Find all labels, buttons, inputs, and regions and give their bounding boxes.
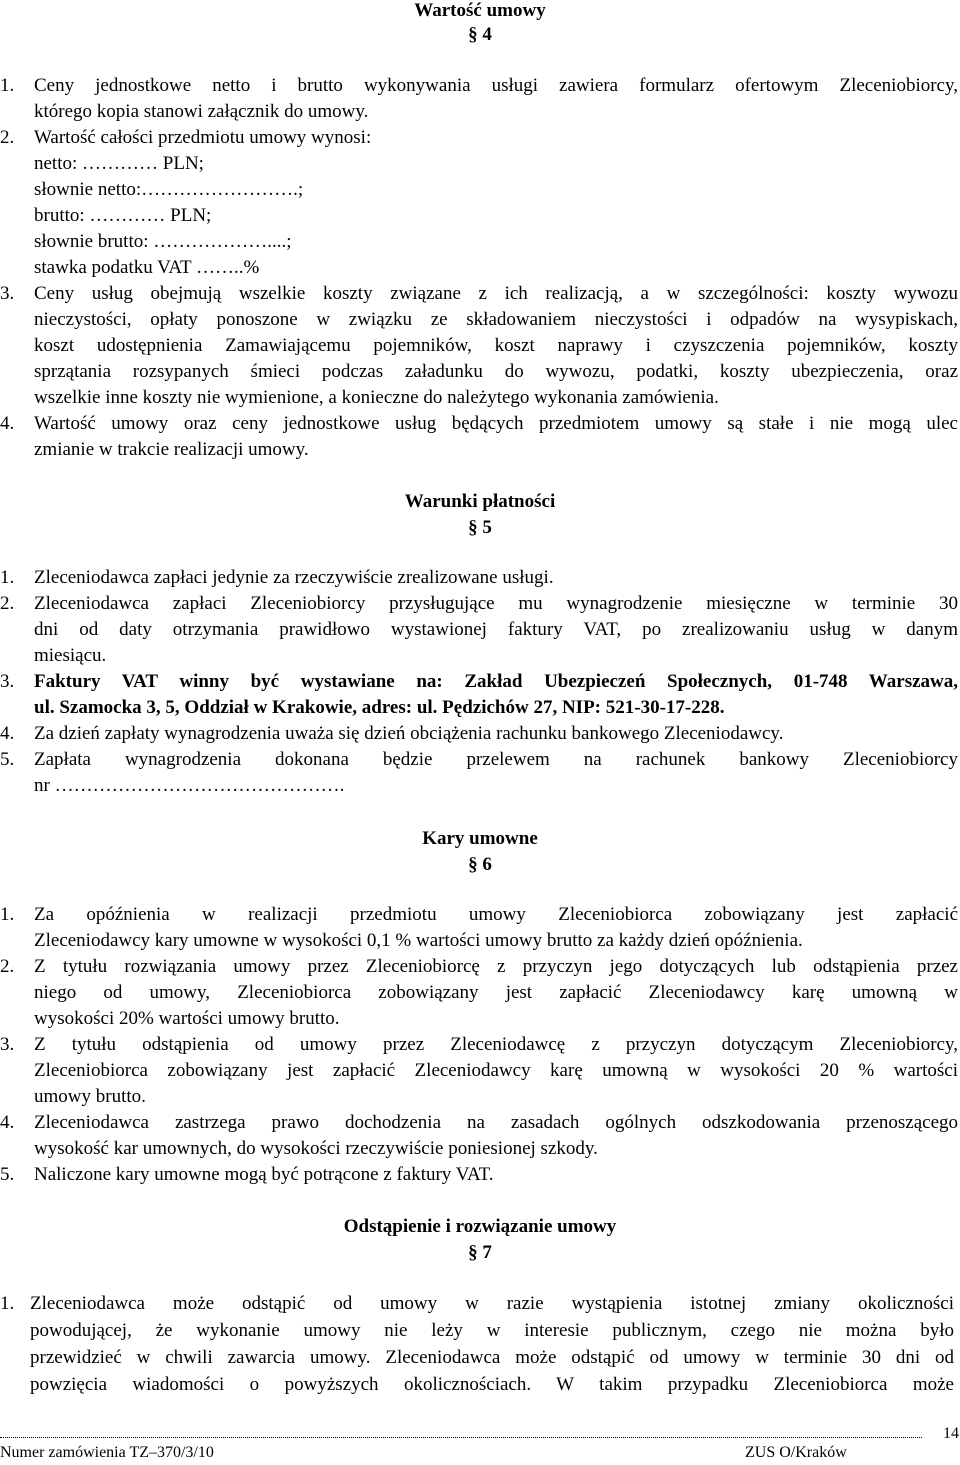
paragraph-text: powzięcia wiadomości o powyższych okolicznościach. W takim przypadku Zleceniobiorca może xyxy=(30,1374,954,1395)
list-number: 3. xyxy=(0,671,15,692)
paragraph-text: zmianie w trakcie realizacji umowy. xyxy=(34,439,309,460)
s4-line xyxy=(0,437,960,463)
paragraph-text: Za dzień zapłaty wynagrodzenia uważa się dzień obciążenia rachunku bankowego Zleceniodawcy. xyxy=(34,723,784,744)
s4-line xyxy=(0,73,960,99)
section-4-title: Wartość umowy xyxy=(414,0,546,21)
s6-line xyxy=(0,1162,960,1188)
s6-line xyxy=(0,1032,960,1058)
list-number: 3. xyxy=(0,1034,15,1055)
paragraph-text: Z tytułu odstąpienia od umowy przez Zleceniodawcę z przyczyn dotyczącym Zleceniobiorcy, xyxy=(34,1034,958,1055)
paragraph-text: słownie netto:…………………….; xyxy=(34,179,304,200)
section-6-sign: § 6 xyxy=(468,854,492,875)
section-6-title: Kary umowne xyxy=(422,828,538,849)
paragraph-text: Zleceniodawcy kary umowne w wysokości 0,1 % wartości umowy brutto za każdy dzień opóźnienia. xyxy=(34,930,803,951)
s4-line xyxy=(0,203,960,229)
list-number: 1. xyxy=(0,1293,15,1314)
section-5-sign: § 5 xyxy=(468,517,492,538)
list-number: 4. xyxy=(0,1112,15,1133)
section-5-title: Warunki płatności xyxy=(404,491,556,512)
paragraph-text: netto: ………… PLN; xyxy=(34,153,204,174)
s4-line xyxy=(0,385,960,411)
s4-line xyxy=(0,307,960,333)
s6-line xyxy=(0,1006,960,1032)
s5-line xyxy=(0,617,960,643)
s4-line xyxy=(0,99,960,125)
paragraph-text: miesiącu. xyxy=(34,645,107,666)
section-7-title: Odstąpienie i rozwiązanie umowy xyxy=(343,1216,617,1237)
paragraph-text: powodującej, że wykonanie umowy nie leży w interesie publicznym, czego nie można było xyxy=(30,1320,954,1341)
paragraph-text: Zapłata wynagrodzenia dokonana będzie przelewem na rachunek bankowy Zleceniobiorcy xyxy=(34,749,958,770)
list-number: 2. xyxy=(0,127,15,148)
s6-line xyxy=(0,1110,960,1136)
paragraph-text: brutto: ………… PLN; xyxy=(34,205,212,226)
s4-line xyxy=(0,151,960,177)
paragraph-text: sprzątania rozsypanych śmieci podczas załadunku do wywozu, podatki, koszty ubezpieczenia, oraz xyxy=(34,361,958,382)
s7-line xyxy=(0,1345,960,1371)
list-number: 5. xyxy=(0,749,15,770)
s6-line xyxy=(0,1058,960,1084)
s5-line xyxy=(0,695,960,721)
paragraph-text: Za opóźnienia w realizacji przedmiotu umowy Zleceniobiorca zobowiązany jest zapłacić xyxy=(34,904,958,925)
paragraph-text: Zleceniobiorca zobowiązany jest zapłacić Zleceniodawcy karę umowną w wysokości 20 % wartości xyxy=(34,1060,958,1081)
list-number: 5. xyxy=(0,1164,15,1185)
paragraph-text: niego od umowy, Zleceniobiorca zobowiązany jest zapłacić Zleceniodawcy karę umowną w xyxy=(34,982,958,1003)
paragraph-text: dni od daty otrzymania prawidłowo wystawionej faktury VAT, po zrealizowaniu usług w danym xyxy=(34,619,958,640)
paragraph-text: Wartość całości przedmiotu umowy wynosi: xyxy=(34,127,372,148)
order-number: Numer zamówienia TZ–370/3/10 xyxy=(0,1444,214,1461)
paragraph-text: którego kopia stanowi załącznik do umowy. xyxy=(34,101,369,122)
s7-line xyxy=(0,1372,960,1398)
list-number: 4. xyxy=(0,723,15,744)
s5-line xyxy=(0,773,960,799)
s6-line xyxy=(0,902,960,928)
paragraph-text: wysokości 20% wartości umowy brutto. xyxy=(34,1008,340,1029)
paragraph-text: Wartość umowy oraz ceny jednostkowe usług będących przedmiotem umowy są stałe i nie mogą ulec xyxy=(34,413,958,434)
paragraph-text: umowy brutto. xyxy=(34,1086,146,1107)
s5-line xyxy=(0,669,960,695)
s7-line xyxy=(0,1318,960,1344)
s4-line xyxy=(0,177,960,203)
paragraph-text: Ceny jednostkowe netto i brutto wykonywania usługi zawiera formularz ofertowym Zleceniobiorcy, xyxy=(34,75,958,96)
s5-line xyxy=(0,643,960,669)
s4-line xyxy=(0,333,960,359)
list-number: 4. xyxy=(0,413,15,434)
paragraph-text: Z tytułu rozwiązania umowy przez Zleceniobiorcę z przyczyn jego dotyczących lub odstąpienia przez xyxy=(34,956,958,977)
s5-line xyxy=(0,565,960,591)
section-7-sign: § 7 xyxy=(468,1242,492,1263)
paragraph-text: nieczystości, opłaty ponoszone w związku ze składowaniem nieczystości i odpadów na wysypiskach, xyxy=(34,309,958,330)
paragraph-text: Faktury VAT winny być wystawiane na: Zakład Ubezpieczeń Społecznych, 01-748 Warszawa, xyxy=(34,671,958,692)
footer-branch: ZUS O/Kraków xyxy=(745,1444,847,1461)
paragraph-text: Ceny usług obejmują wszelkie koszty związane z ich realizacją, a w szczególności: koszty wywozu xyxy=(34,283,958,304)
s5-line xyxy=(0,591,960,617)
list-number: 2. xyxy=(0,956,15,977)
paragraph-text: słownie brutto: ………………....; xyxy=(34,231,292,252)
s4-line xyxy=(0,359,960,385)
list-number: 3. xyxy=(0,283,15,304)
s4-line xyxy=(0,411,960,437)
list-number: 1. xyxy=(0,75,15,96)
s4-line xyxy=(0,125,960,151)
paragraph-text: ul. Szamocka 3, 5, Oddział w Krakowie, adres: ul. Pędzichów 27, NIP: 521-30-17-228. xyxy=(34,697,725,718)
list-number: 2. xyxy=(0,593,15,614)
s4-line xyxy=(0,255,960,281)
s7-line xyxy=(0,1291,960,1317)
paragraph-text: Zleceniodawca zastrzega prawo dochodzenia na zasadach ogólnych odszkodowania przenoszącego xyxy=(34,1112,958,1133)
s6-line xyxy=(0,1136,960,1162)
s6-line xyxy=(0,1084,960,1110)
paragraph-text: Zleceniodawca zapłaci jedynie za rzeczywiście zrealizowane usługi. xyxy=(34,567,554,588)
paragraph-text: przewidzieć w chwili zawarcia umowy. Zleceniodawca może odstąpić od umowy w terminie 30 dni od xyxy=(30,1347,954,1368)
s6-line xyxy=(0,954,960,980)
s4-line xyxy=(0,281,960,307)
paragraph-text: Naliczone kary umowne mogą być potrącone z faktury VAT. xyxy=(34,1164,494,1185)
s5-line xyxy=(0,721,960,747)
s6-line xyxy=(0,928,960,954)
paragraph-text: Zleceniodawca może odstąpić od umowy w razie wystąpienia istotnej zmiany okoliczności xyxy=(30,1293,954,1314)
paragraph-text: wszelkie inne koszty nie wymienione, a konieczne do należytego wykonania zamówienia. xyxy=(34,387,719,408)
s5-line xyxy=(0,747,960,773)
paragraph-text: Zleceniodawca zapłaci Zleceniobiorcy przysługujące mu wynagrodzenie miesięczne w terminie 30 xyxy=(34,593,958,614)
section-4-sign: § 4 xyxy=(468,24,492,45)
list-number: 1. xyxy=(0,904,15,925)
s6-line xyxy=(0,980,960,1006)
paragraph-text: stawka podatku VAT ……..% xyxy=(34,257,260,278)
paragraph-text: nr ………………………………………. xyxy=(34,775,345,796)
page-number: 14 xyxy=(943,1425,959,1442)
paragraph-text: koszt udostępnienia Zamawiającemu pojemników, koszt naprawy i czyszczenia pojemników, koszty xyxy=(34,335,958,356)
list-number: 1. xyxy=(0,567,15,588)
footer-rule xyxy=(0,1437,922,1438)
s4-line xyxy=(0,229,960,255)
paragraph-text: wysokość kar umownych, do wysokości rzeczywiście poniesionej szkody. xyxy=(34,1138,598,1159)
